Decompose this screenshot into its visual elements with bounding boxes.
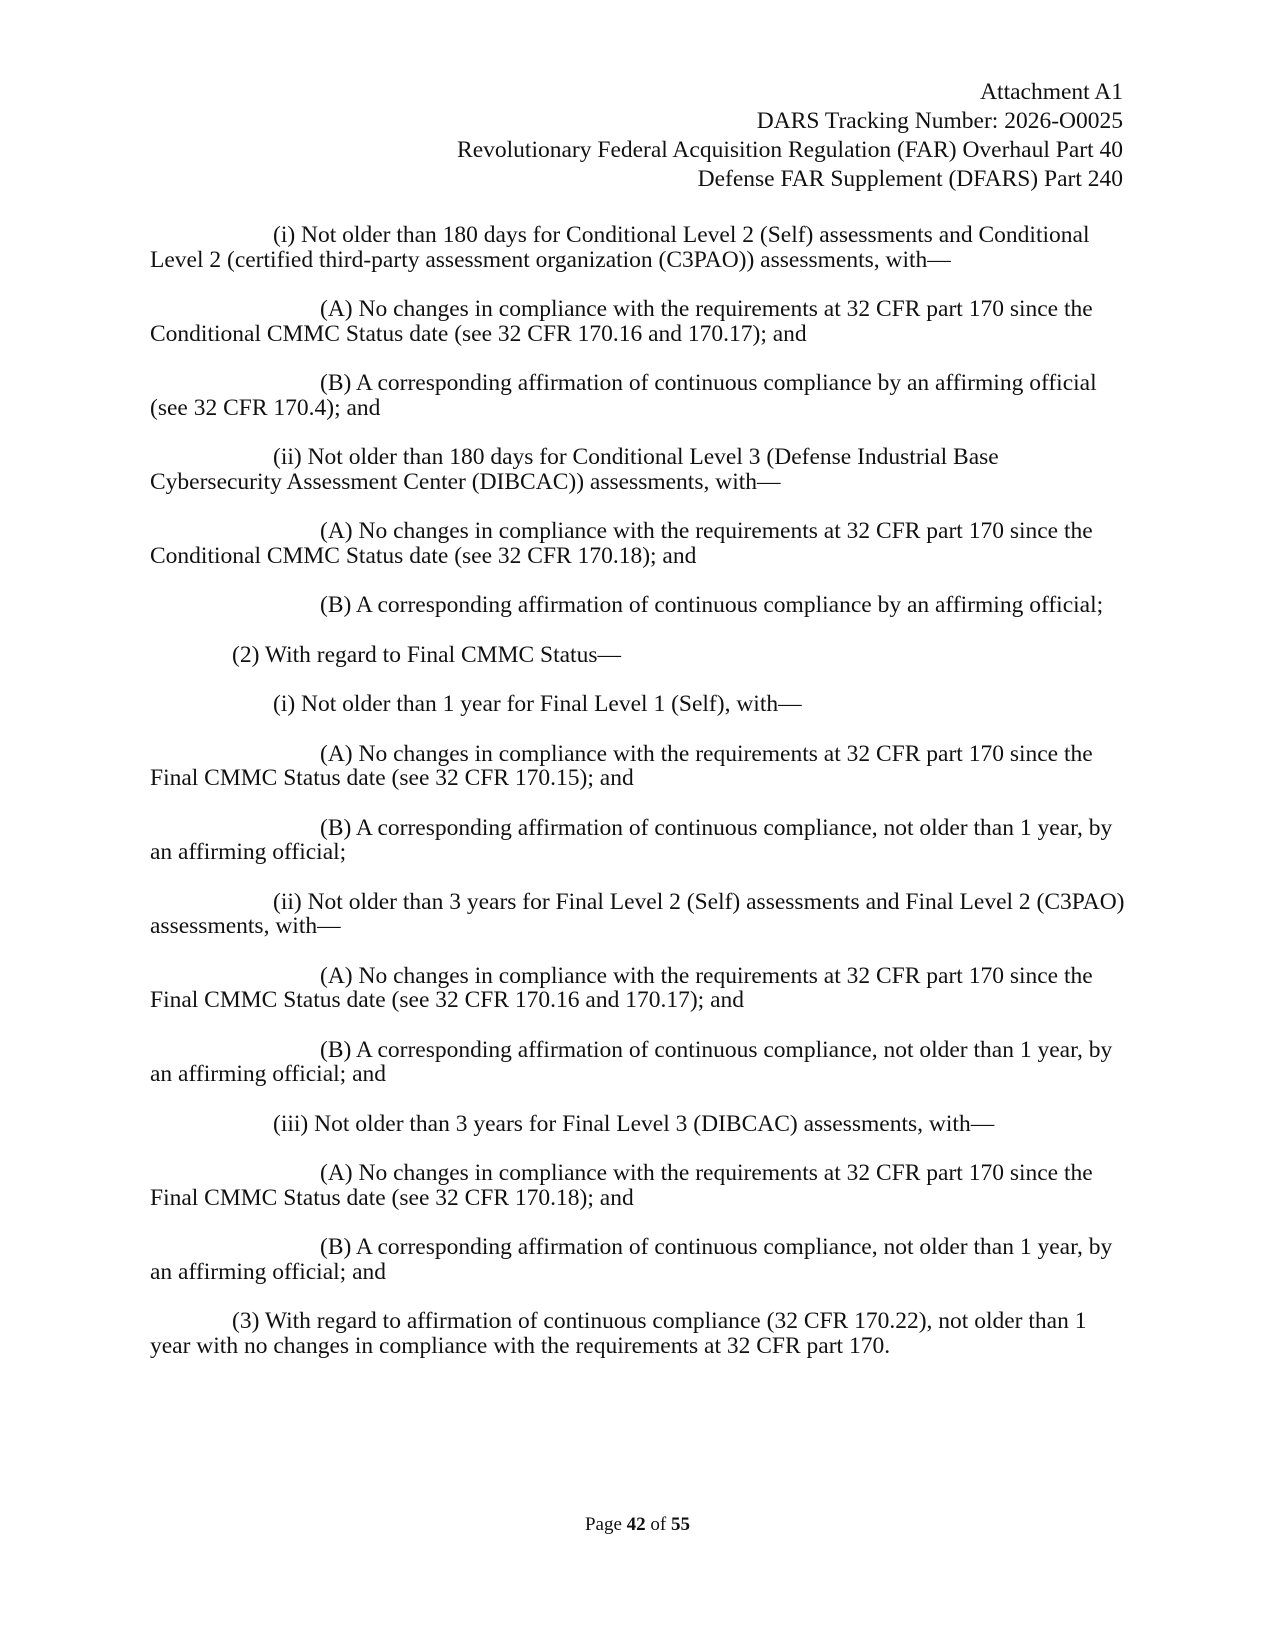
paragraph-i-final-level1: (i) Not older than 1 year for Final Level 1 (Self), with— <box>273 691 802 717</box>
page-footer <box>0 1514 1275 1536</box>
header-tracking-number: DARS Tracking Number: 2026-O0025 <box>756 108 1123 134</box>
header-far-part: Revolutionary Federal Acquisition Regulation (FAR) Overhaul Part 40 <box>457 137 1123 163</box>
header-attachment: Attachment A1 <box>980 79 1123 105</box>
paragraph-B-affirmation: (B) A corresponding affirmation of continuous compliance by an affirming official; <box>320 592 1104 618</box>
header-dfars-part: Defense FAR Supplement (DFARS) Part 240 <box>697 166 1123 192</box>
paragraph-A-no-changes: (A) No changes in compliance with the requirements at 32 CFR part 170 since the Final CMMC Status date (see 32 CFR 170.18); and <box>150 1160 1093 1211</box>
paragraph-B-affirmation: (B) A corresponding affirmation of continuous compliance, not older than 1 year, by an affirming official; and <box>150 1036 1113 1087</box>
paragraph-ii-final-level2: (ii) Not older than 3 years for Final Level 2 (Self) assessments and Final Level 2 (C3PAO) assessments, with— <box>150 888 1125 939</box>
paragraph-2-final-status: (2) With regard to Final CMMC Status— <box>232 641 621 668</box>
paragraph-3-affirmation-compliance: (3) With regard to affirmation of continuous compliance (32 CFR 170.22), not older than 1 year with no changes in compliance with the requirements at 32 CFR part 170. <box>150 1308 1087 1359</box>
paragraph-i-conditional-level2: (i) Not older than 180 days for Conditional Level 2 (Self) assessments and Conditional Level 2 (certified third-party assessment organization (C3PAO)) assessments, with— <box>150 222 1090 273</box>
paragraph-A-no-changes: (A) No changes in compliance with the requirements at 32 CFR part 170 since the Final CMMC Status date (see 32 CFR 170.15); and <box>150 740 1093 791</box>
paragraph-B-affirmation: (B) A corresponding affirmation of continuous compliance, not older than 1 year, by an affirming official; and <box>150 1234 1113 1285</box>
document-body <box>150 223 1126 1383</box>
page-header <box>457 78 1123 194</box>
paragraph-B-affirmation: (B) A corresponding affirmation of continuous compliance, not older than 1 year, by an affirming official; <box>150 814 1113 865</box>
page-label: Page <box>584 1514 622 1535</box>
page-number: 42 <box>626 1514 646 1535</box>
paragraph-B-affirmation: (B) A corresponding affirmation of continuous compliance by an affirming official (see 32 CFR 170.4); and <box>150 370 1097 421</box>
of-label: of <box>650 1514 667 1535</box>
total-pages: 55 <box>671 1514 690 1535</box>
paragraph-iii-final-level3: (iii) Not older than 3 years for Final Level 3 (DIBCAC) assessments, with— <box>273 1110 995 1137</box>
paragraph-A-no-changes: (A) No changes in compliance with the requirements at 32 CFR part 170 since the Conditional CMMC Status date (see 32 CFR 170.16 and 170.17); and <box>150 296 1093 347</box>
paragraph-A-no-changes: (A) No changes in compliance with the requirements at 32 CFR part 170 since the Final CMMC Status date (see 32 CFR 170.16 and 170.17); and <box>150 962 1093 1013</box>
paragraph-A-no-changes: (A) No changes in compliance with the requirements at 32 CFR part 170 since the Conditional CMMC Status date (see 32 CFR 170.18); and <box>150 518 1093 569</box>
paragraph-ii-conditional-level3: (ii) Not older than 180 days for Conditional Level 3 (Defense Industrial Base Cybersecurity Assessment Center (DIBCAC)) assessments, with— <box>150 444 999 495</box>
